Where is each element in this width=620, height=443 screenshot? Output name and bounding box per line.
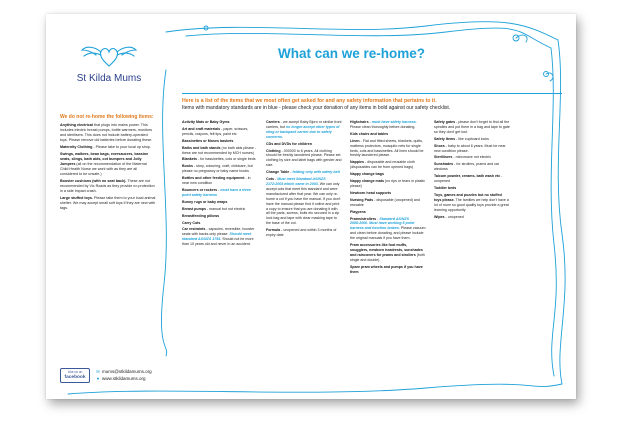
item-description: - — [274, 177, 278, 182]
item-description: - Flat and fitted sheets, blankets, quilts, mattress protectors, mosquito nets for single beds, cots and bassinettes. All linen should be freshly laundered please. — [350, 138, 424, 158]
list-item — [350, 139, 426, 159]
item-description: - paper, scissors, pencils, crayons, felt tips, paint etc — [182, 126, 249, 136]
list-item — [434, 120, 510, 135]
list-item — [266, 149, 342, 169]
item-name: Toddler beds — [434, 185, 457, 190]
item-description: Please take them to your local animal shelter. We may accept small soft toys if they are new with tags. — [60, 196, 156, 210]
list-item — [182, 176, 258, 186]
safety-standard-note: Should meet standard AS/NZS 1754. — [182, 232, 252, 242]
item-name: Bottles and other feeding equipment — [182, 176, 245, 181]
list-item — [266, 177, 342, 226]
item-name: CDs and DVDs for children — [266, 141, 312, 146]
item-description: - in near new condition — [182, 176, 251, 186]
item-description: (both single and double). — [350, 252, 425, 262]
contact-info — [96, 369, 152, 381]
logo — [64, 40, 154, 84]
heart-wings-icon — [80, 40, 138, 72]
item-description-tail: Please clean thoroughly before donating. — [350, 124, 416, 129]
list-item — [266, 170, 342, 175]
item-description: - 000000 to 6 years. All clothing should be freshly laundered please. Please set clothing by size and label bags with gender and size. — [266, 148, 342, 168]
list-item — [434, 174, 510, 184]
item-description: - like cupboard locks — [455, 136, 489, 141]
column-1 — [182, 120, 258, 249]
list-item — [182, 157, 258, 162]
facebook-like-button[interactable] — [60, 368, 90, 383]
column-2 — [266, 120, 342, 240]
item-description: - — [289, 170, 293, 175]
safety-standard-note: Must meet Standard AS/NZS 2172:2003 which came in 2003. — [266, 177, 326, 186]
list-item — [266, 142, 342, 147]
item-name: Prams/strollers — [350, 216, 377, 221]
item-name: Blankets — [182, 157, 197, 162]
item-name: Swings, walkers, bean bags, exersaucers, bassine seats, slings, bath aids, cot bumpers and Jolly Jumpers — [60, 152, 149, 166]
list-item — [350, 198, 426, 208]
list-item — [350, 160, 426, 170]
list-item — [350, 217, 426, 242]
list-item — [182, 164, 258, 174]
list-item — [434, 155, 510, 160]
list-item — [350, 172, 426, 177]
item-name: Bouncers or rockers — [182, 187, 218, 192]
list-item — [350, 265, 426, 275]
item-name: Sunshades — [434, 162, 454, 167]
item-name: Playpens — [350, 209, 366, 214]
item-name: Nappies — [350, 160, 364, 165]
item-name: Carriers — [266, 120, 280, 124]
item-name: Maternity Clothing — [60, 145, 93, 149]
item-description: - we accept Baby Bjorn or similar front carriers, but — [266, 120, 342, 129]
item-name: Cots — [266, 177, 274, 182]
list-item — [182, 214, 258, 219]
list-item — [350, 179, 426, 189]
item-description: - for strollers, prams and car windows — [434, 162, 500, 172]
item-name: Bunny rugs or baby wraps — [182, 199, 228, 204]
item-name: Steriliisers — [434, 155, 453, 160]
item-name: Clothing — [266, 148, 281, 153]
item-description: These are not recommended by Vic Roads as they provide no protection in a side impact crash. — [60, 179, 155, 193]
safety-standard-note: Standard AS/NZS 2088:2000. Must have working 5 point harness and function brakes. — [350, 216, 415, 231]
item-name: Talcum powder, creams, bath wash etc — [434, 174, 501, 179]
item-description: - — [217, 187, 221, 192]
item-name: Toys, games and puzzles but no stuffed toys please. — [434, 192, 502, 202]
item-description: that plugs into mains power. This includes electric breast pumps, bottle warmers, monitors and sterilisers. This does not include battery-operated toys. Please remove old batteries before donating these. — [60, 123, 153, 142]
divider — [182, 93, 562, 94]
item-name: Shoes — [434, 143, 445, 148]
item-description: - — [376, 216, 380, 221]
item-name: Car restraints — [182, 227, 206, 232]
item-name: Bassinettes or Moses baskets — [182, 138, 234, 143]
item-name: Newborn head supports — [350, 190, 392, 195]
list-item — [60, 152, 156, 177]
facebook-small-label: Like us on — [67, 370, 83, 375]
item-name: Nappy change bags — [350, 172, 384, 177]
list-item — [434, 193, 510, 213]
item-name: Spare pram wheels and pumps if you have them — [350, 264, 423, 274]
email-icon: ✉ — [96, 369, 100, 375]
item-description: - unopened — [444, 214, 464, 219]
item-name: Baths and bath stands — [182, 145, 221, 150]
item-description: - disposable (unopened) and reusable — [350, 197, 420, 207]
column-4 — [434, 120, 510, 221]
logo-text: St Kilda Mums — [76, 73, 142, 84]
list-item — [182, 127, 258, 137]
list-item — [266, 120, 342, 140]
website-link[interactable]: www.stkildamums.org — [102, 375, 146, 381]
excluded-items-sidebar — [60, 114, 156, 213]
list-item — [434, 162, 510, 172]
item-description: - unopened — [434, 174, 503, 184]
list-item — [60, 123, 156, 143]
item-description: - please don't forget to find all the spindles and put them in a bag and tape to gate so they don't get lost. — [434, 120, 510, 134]
list-item — [350, 191, 426, 196]
item-name: Art and craft materials — [182, 126, 221, 131]
list-item — [182, 221, 258, 226]
item-name: Nursing Pads — [350, 197, 374, 202]
item-description: - disposable and reusable cloth (disposables can be from opened bags) — [350, 160, 415, 170]
item-description: - — [368, 120, 372, 124]
item-description: (no bath aids please - these are not recommended by MCH nurses) — [182, 145, 257, 155]
item-name: Booster cushions (with no seat back). — [60, 179, 127, 183]
item-description: - microwave not electric — [452, 155, 492, 160]
list-item — [182, 139, 258, 144]
item-name: Safety gates — [434, 120, 456, 124]
safety-standard-note: must have safety harness. — [371, 120, 417, 124]
intro-line-1: Here is a list of the items that we most often get asked for and any safety information that pertains to it. — [182, 98, 437, 104]
list-item — [182, 188, 258, 198]
list-item — [60, 145, 156, 150]
list-item — [350, 120, 426, 130]
list-item — [350, 210, 426, 215]
web-icon: ● — [96, 375, 100, 381]
column-3 — [350, 120, 426, 276]
list-item — [434, 137, 510, 142]
list-item — [350, 132, 426, 137]
item-description: (all on the recommendation of the Maternal Child Health Nurse we work with as they are all considered to be unsafe.) — [60, 162, 147, 176]
item-description: - manual but not electric — [205, 206, 246, 211]
item-name: Activity Mats or Baby Gyms — [182, 120, 230, 124]
sidebar-heading: We do not re-home the following items: — [60, 114, 154, 120]
item-name: Linen — [350, 138, 360, 143]
item-name: Safety Items — [434, 136, 456, 141]
list-item — [434, 186, 510, 191]
item-description-tail: Should not be more than 10 years old and never in an accident. — [182, 237, 254, 247]
item-name: Breastfeeding pillows — [182, 213, 220, 218]
item-description-tail: Please vacuum and clean before donating, and please include the original manuals if you have them. — [350, 226, 426, 241]
item-name: Large stuffed toys. — [60, 196, 93, 200]
item-name: Highchairs — [350, 120, 369, 124]
list-item — [350, 243, 426, 263]
intro-line-2: Items with mandatory standards are in blue - please check your donation of any items in bold against our safety checklist. — [182, 105, 451, 111]
email-link[interactable]: mums@stkildamums.org — [102, 369, 152, 375]
list-item — [182, 227, 258, 247]
item-description: (no rips or tears in plastic please) — [350, 179, 426, 188]
item-description: - unopened and within 3 months of expiry date — [266, 228, 337, 238]
list-item — [434, 144, 510, 154]
list-item — [434, 215, 510, 220]
item-name: Carry Cots — [182, 220, 201, 225]
item-name: Wipes — [434, 214, 445, 219]
item-description: The families we help don't have a lot of room so good quality toys provide a great learning opportunity — [434, 197, 509, 212]
item-name: Kids chairs and tables — [350, 131, 389, 136]
list-item — [60, 179, 156, 194]
item-name: Pram accessories like foot muffs, snugglers, newborn headrests, sunshades and raincovers for prams and strollers — [350, 243, 423, 257]
item-name: Breast pumps — [182, 206, 206, 211]
item-name: Change Table — [266, 170, 290, 175]
page-title: What can we re-home? — [278, 46, 426, 61]
item-name: Nappy change mats — [350, 179, 384, 184]
flyer-page — [46, 14, 576, 399]
list-item — [182, 207, 258, 212]
footer — [60, 368, 152, 383]
item-description: - story, colouring, craft, childcare, but please no pregnancy or baby name books — [182, 164, 253, 174]
safety-standard-note: no longer accept other types of sling or backpack carrier due to safety concerns. — [266, 124, 340, 139]
item-name: Formula — [266, 228, 281, 233]
item-description: - baby to about 6 years. Must be near new condition please. — [434, 143, 506, 153]
item-description: - Please take to your local op shop. — [92, 145, 151, 149]
item-description: - for bassinettes, cots or single beds — [196, 157, 256, 162]
safety-standard-note: folding only with safety belt — [292, 170, 340, 175]
safety-standard-note: must have a three point safety harness — [182, 187, 251, 197]
list-item — [182, 200, 258, 205]
item-name: Books — [182, 164, 193, 169]
list-item — [182, 120, 258, 125]
list-item — [266, 228, 342, 238]
item-name: Anything electrical — [60, 123, 93, 127]
list-item — [182, 146, 258, 156]
list-item — [60, 196, 156, 211]
item-description: - capsules, reversible, booster seats with backs only please. — [182, 227, 255, 237]
facebook-label: facebook — [64, 374, 86, 380]
item-description-tail: We can only accept cots that meet this standard and were manufactured after that year. We can only re-home a cot if you have the manual. If you don't have the manual please find it online and print a copy to ensure that you are donating it with all the parts, screws, bolts etc secured in a zip lock bag and tape with clear masking tape to the base of the cot. — [266, 181, 341, 226]
